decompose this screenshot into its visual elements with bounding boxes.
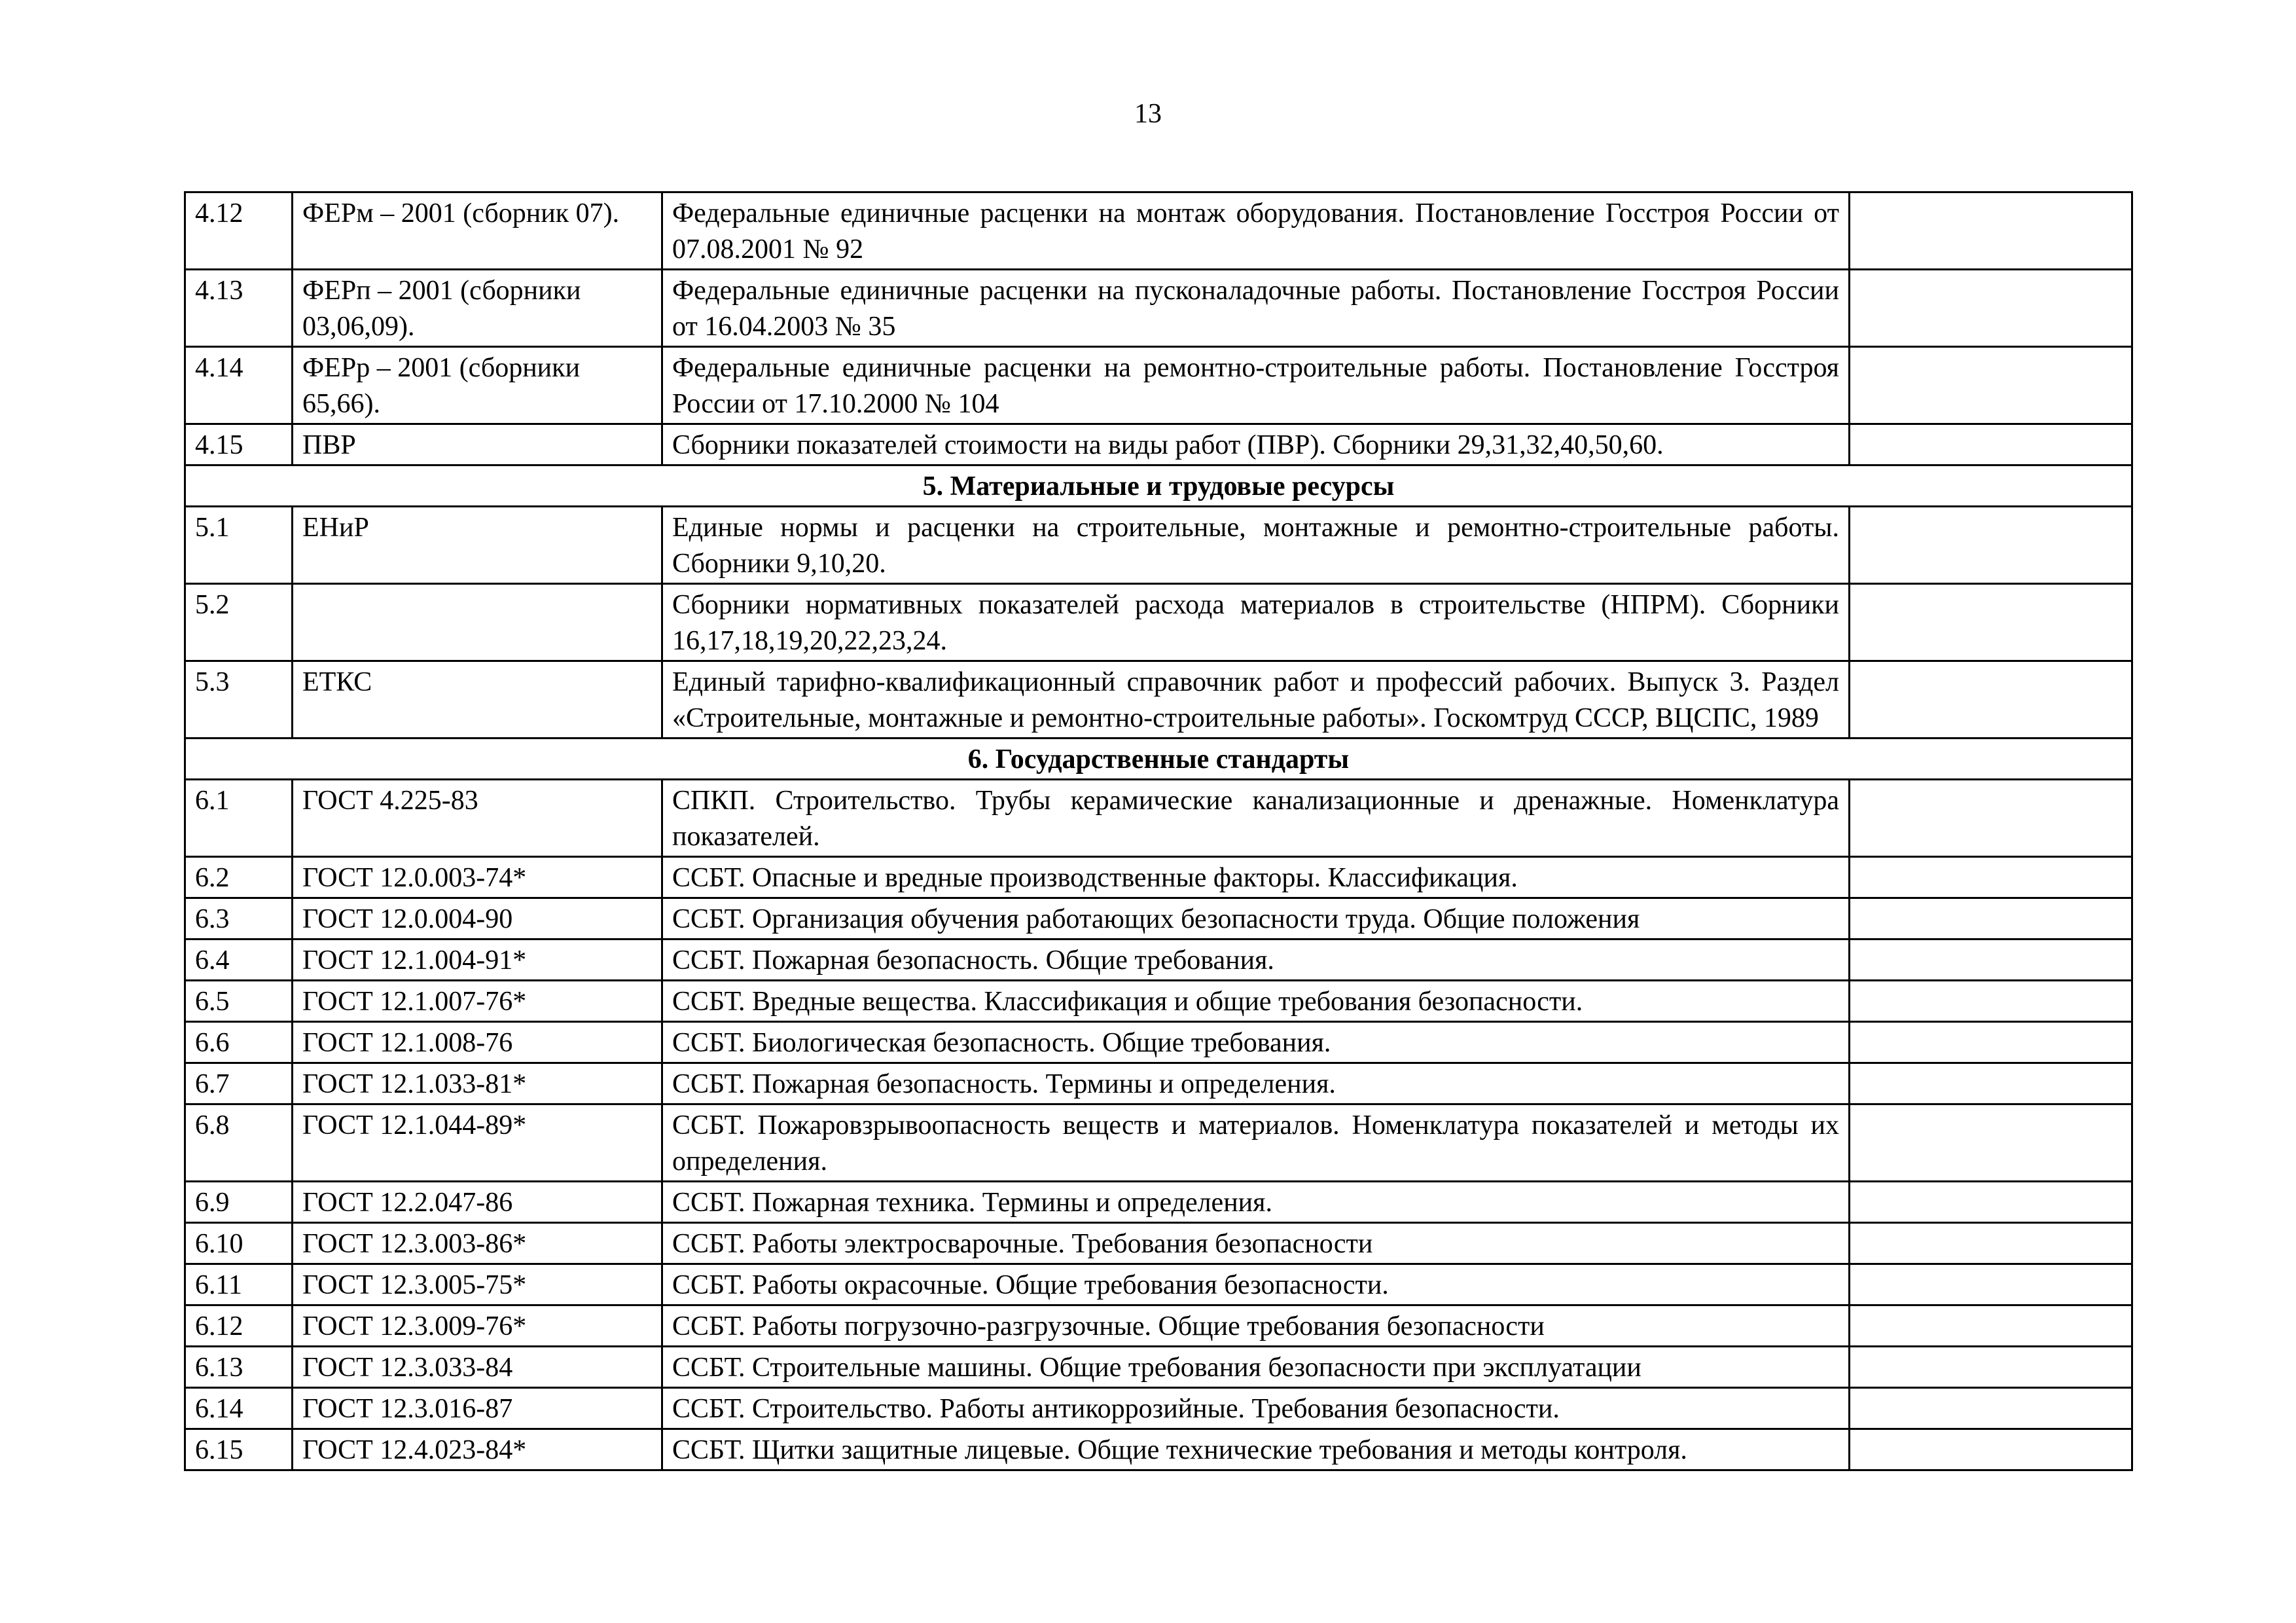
- document-description: Сборники нормативных показателей расхода материалов в строительстве (НПРМ). Сборники 16,17,18,19,20,22,23,24.: [662, 584, 1850, 661]
- section-title: 6. Государственные стандарты: [185, 739, 2132, 780]
- table-row: [185, 1264, 2132, 1305]
- document-description: ССБТ. Вредные вещества. Классификация и общие требования безопасности.: [662, 981, 1850, 1022]
- row-number: 4.15: [185, 424, 293, 465]
- row-number: 6.10: [185, 1223, 293, 1264]
- document-code: ГОСТ 12.1.044-89*: [293, 1104, 662, 1182]
- note-cell: [1850, 270, 2132, 347]
- note-cell: [1850, 1264, 2132, 1305]
- note-cell: [1850, 898, 2132, 939]
- document-code: ФЕРр – 2001 (сборники 65,66).: [293, 347, 662, 424]
- page-number: 13: [1134, 99, 1162, 129]
- document-description: ССБТ. Работы погрузочно-разгрузочные. Общие требования безопасности: [662, 1305, 1850, 1347]
- table-row: [185, 1347, 2132, 1388]
- row-number: 6.1: [185, 780, 293, 857]
- standards-table: [184, 191, 2133, 1471]
- table-row: [185, 661, 2132, 739]
- table-row: [185, 424, 2132, 465]
- table-row: [185, 507, 2132, 584]
- document-code: ГОСТ 12.1.007-76*: [293, 981, 662, 1022]
- note-cell: [1850, 507, 2132, 584]
- note-cell: [1850, 1429, 2132, 1470]
- row-number: 5.3: [185, 661, 293, 739]
- document-code: ЕТКС: [293, 661, 662, 739]
- row-number: 6.13: [185, 1347, 293, 1388]
- table-row: [185, 270, 2132, 347]
- row-number: 6.9: [185, 1182, 293, 1223]
- note-cell: [1850, 347, 2132, 424]
- note-cell: [1850, 857, 2132, 898]
- table-row: [185, 192, 2132, 270]
- document-code: ФЕРп – 2001 (сборники 03,06,09).: [293, 270, 662, 347]
- note-cell: [1850, 1063, 2132, 1104]
- table-row: [185, 1182, 2132, 1223]
- document-description: ССБТ. Организация обучения работающих безопасности труда. Общие положения: [662, 898, 1850, 939]
- row-number: 6.7: [185, 1063, 293, 1104]
- note-cell: [1850, 1305, 2132, 1347]
- note-cell: [1850, 192, 2132, 270]
- document-description: Федеральные единичные расценки на пусконаладочные работы. Постановление Госстроя России от 16.04.2003 № 35: [662, 270, 1850, 347]
- document-code: ГОСТ 12.3.009-76*: [293, 1305, 662, 1347]
- document-code: ФЕРм – 2001 (сборник 07).: [293, 192, 662, 270]
- document-description: ССБТ. Биологическая безопасность. Общие требования.: [662, 1022, 1850, 1063]
- document-code: ГОСТ 12.3.005-75*: [293, 1264, 662, 1305]
- table-row: [185, 1022, 2132, 1063]
- table-row: [185, 1429, 2132, 1470]
- document-description: ССБТ. Пожарная безопасность. Общие требования.: [662, 939, 1850, 981]
- table-row: [185, 584, 2132, 661]
- table-row: [185, 1063, 2132, 1104]
- section-header-row: [185, 465, 2132, 507]
- document-code: ЕНиР: [293, 507, 662, 584]
- document-code: ГОСТ 12.1.033-81*: [293, 1063, 662, 1104]
- row-number: 4.13: [185, 270, 293, 347]
- document-description: ССБТ. Щитки защитные лицевые. Общие технические требования и методы контроля.: [662, 1429, 1850, 1470]
- document-description: ССБТ. Работы окрасочные. Общие требования безопасности.: [662, 1264, 1850, 1305]
- table-row: [185, 857, 2132, 898]
- row-number: 6.14: [185, 1388, 293, 1429]
- table-row: [185, 1305, 2132, 1347]
- note-cell: [1850, 424, 2132, 465]
- document-code: ГОСТ 12.1.008-76: [293, 1022, 662, 1063]
- note-cell: [1850, 939, 2132, 981]
- note-cell: [1850, 584, 2132, 661]
- document-code: ГОСТ 12.3.016-87: [293, 1388, 662, 1429]
- note-cell: [1850, 1223, 2132, 1264]
- note-cell: [1850, 780, 2132, 857]
- note-cell: [1850, 1022, 2132, 1063]
- note-cell: [1850, 1388, 2132, 1429]
- section-title: 5. Материальные и трудовые ресурсы: [185, 465, 2132, 507]
- row-number: 6.4: [185, 939, 293, 981]
- document-description: ССБТ. Опасные и вредные производственные факторы. Классификация.: [662, 857, 1850, 898]
- row-number: 6.11: [185, 1264, 293, 1305]
- document-code: ГОСТ 12.0.003-74*: [293, 857, 662, 898]
- document-description: Федеральные единичные расценки на монтаж оборудования. Постановление Госстроя России от 07.08.2001 № 92: [662, 192, 1850, 270]
- document-description: Единый тарифно-квалификационный справочник работ и профессий рабочих. Выпуск 3. Раздел «Строительные, монтажные и ремонтно-строительные работы». Госкомтруд СССР, ВЦСПС, 1989: [662, 661, 1850, 739]
- document-code: ГОСТ 12.3.033-84: [293, 1347, 662, 1388]
- row-number: 5.2: [185, 584, 293, 661]
- document-description: ССБТ. Строительные машины. Общие требования безопасности при эксплуатации: [662, 1347, 1850, 1388]
- row-number: 4.12: [185, 192, 293, 270]
- document-description: ССБТ. Пожаровзрывоопасность веществ и материалов. Номенклатура показателей и методы их определения.: [662, 1104, 1850, 1182]
- row-number: 6.12: [185, 1305, 293, 1347]
- document-code: ГОСТ 12.4.023-84*: [293, 1429, 662, 1470]
- table-row: [185, 939, 2132, 981]
- table-row: [185, 1104, 2132, 1182]
- document-description: СПКП. Строительство. Трубы керамические канализационные и дренажные. Номенклатура показателей.: [662, 780, 1850, 857]
- row-number: 6.8: [185, 1104, 293, 1182]
- note-cell: [1850, 1182, 2132, 1223]
- note-cell: [1850, 1104, 2132, 1182]
- table-row: [185, 780, 2132, 857]
- document-description: ССБТ. Строительство. Работы антикоррозийные. Требования безопасности.: [662, 1388, 1850, 1429]
- row-number: 6.5: [185, 981, 293, 1022]
- document-description: ССБТ. Пожарная безопасность. Термины и определения.: [662, 1063, 1850, 1104]
- document-description: ССБТ. Работы электросварочные. Требования безопасности: [662, 1223, 1850, 1264]
- document-code: ГОСТ 12.1.004-91*: [293, 939, 662, 981]
- table-row: [185, 347, 2132, 424]
- note-cell: [1850, 981, 2132, 1022]
- row-number: 6.6: [185, 1022, 293, 1063]
- document-code: ГОСТ 12.3.003-86*: [293, 1223, 662, 1264]
- document-description: ССБТ. Пожарная техника. Термины и определения.: [662, 1182, 1850, 1223]
- note-cell: [1850, 1347, 2132, 1388]
- table-row: [185, 1223, 2132, 1264]
- row-number: 6.15: [185, 1429, 293, 1470]
- row-number: 5.1: [185, 507, 293, 584]
- table-row: [185, 898, 2132, 939]
- row-number: 6.2: [185, 857, 293, 898]
- document-description: Федеральные единичные расценки на ремонтно-строительные работы. Постановление Госстроя России от 17.10.2000 № 104: [662, 347, 1850, 424]
- document-code: [293, 584, 662, 661]
- table-row: [185, 1388, 2132, 1429]
- document-code: ГОСТ 4.225-83: [293, 780, 662, 857]
- row-number: 6.3: [185, 898, 293, 939]
- document-code: ПВР: [293, 424, 662, 465]
- document-code: ГОСТ 12.2.047-86: [293, 1182, 662, 1223]
- table-row: [185, 981, 2132, 1022]
- section-header-row: [185, 739, 2132, 780]
- row-number: 4.14: [185, 347, 293, 424]
- document-description: Сборники показателей стоимости на виды работ (ПВР). Сборники 29,31,32,40,50,60.: [662, 424, 1850, 465]
- document-description: Единые нормы и расценки на строительные, монтажные и ремонтно-строительные работы. Сборники 9,10,20.: [662, 507, 1850, 584]
- document-code: ГОСТ 12.0.004-90: [293, 898, 662, 939]
- note-cell: [1850, 661, 2132, 739]
